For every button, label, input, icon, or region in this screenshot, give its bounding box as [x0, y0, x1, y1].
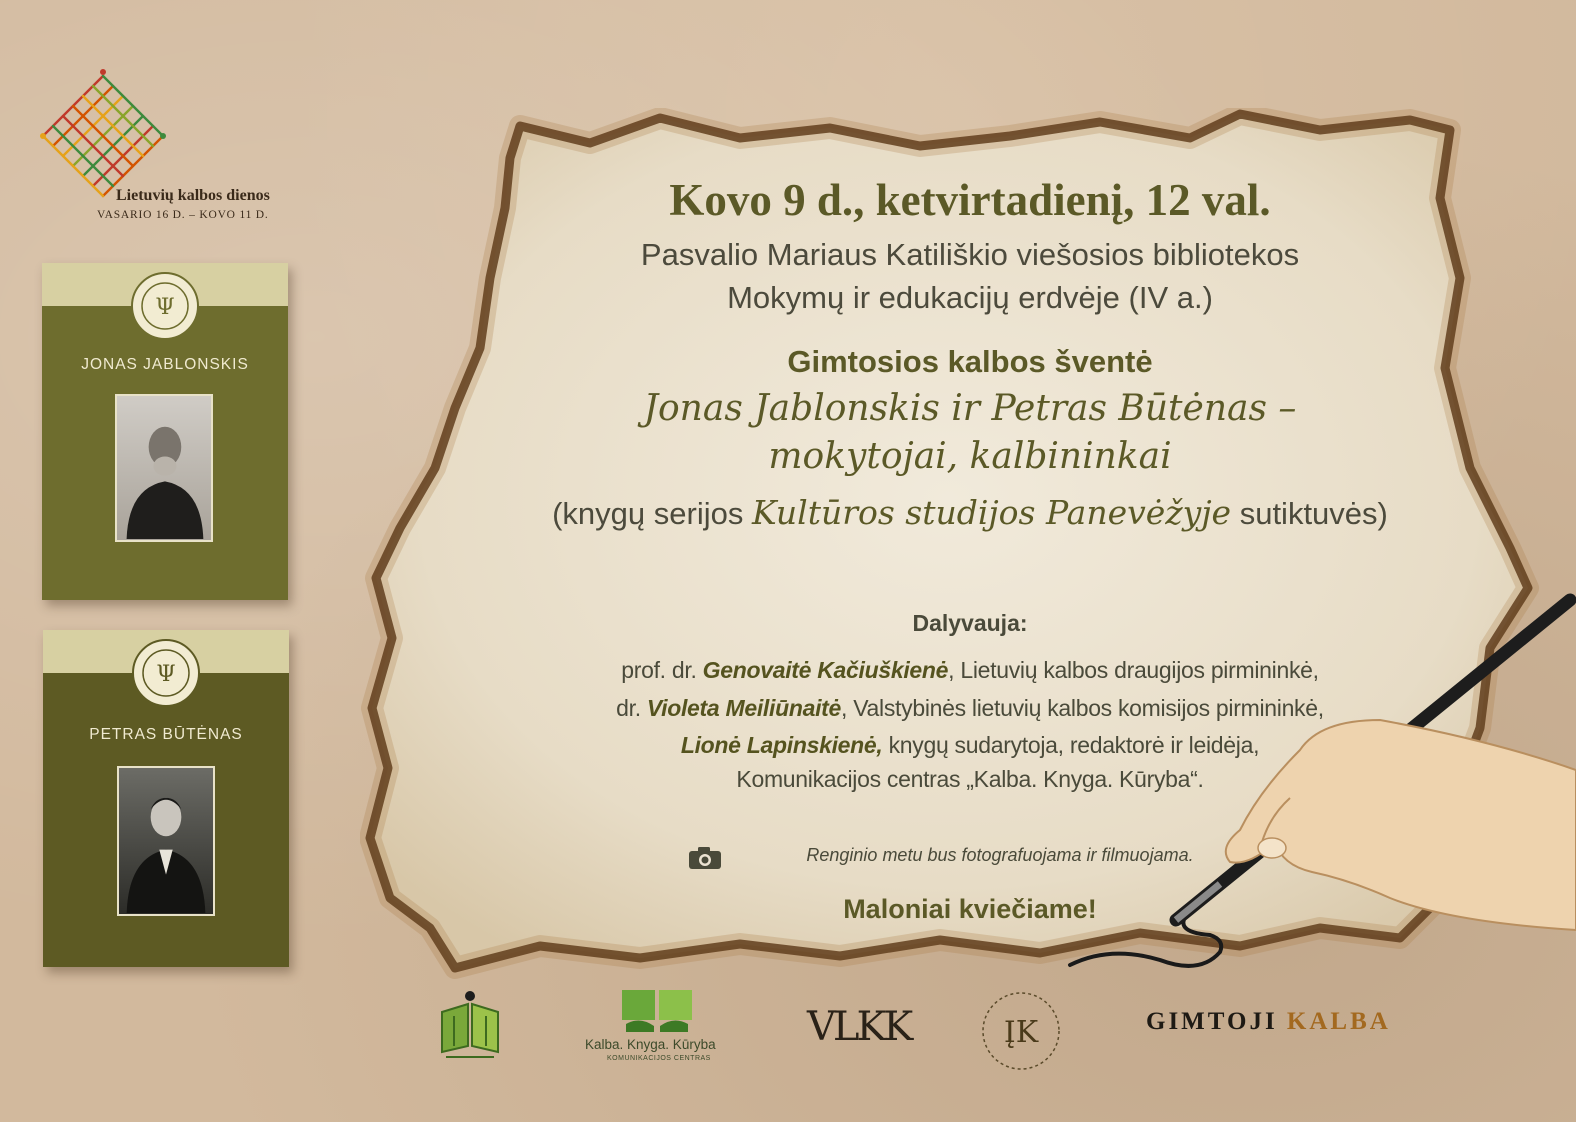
book-cover-jablonskis	[42, 263, 288, 600]
kkk-logo-icon	[622, 990, 692, 1034]
author-portrait	[115, 394, 213, 542]
participant-name: Genovaitė Kačiuškienė	[702, 657, 949, 683]
kkk-logo-name: Kalba. Knyga. Kūryba	[585, 1037, 716, 1052]
participants-heading: Dalyvauja:	[912, 610, 1028, 636]
event-festival-name: Gimtosios kalbos šventė	[787, 344, 1153, 379]
lkd-seal-icon	[980, 990, 1062, 1072]
welcome-message: Maloniai kviečiame!	[843, 894, 1097, 924]
seal-icon	[131, 638, 201, 708]
festival-title: Lietuvių kalbos dienos	[116, 187, 270, 204]
book-cover-butenas	[43, 630, 289, 967]
library-logo-icon	[438, 990, 502, 1062]
author-portrait	[117, 766, 215, 916]
event-venue-line2: Mokymų ir edukacijų erdvėje (IV a.)	[727, 280, 1213, 315]
event-venue-line1: Pasvalio Mariaus Katiliškio viešosios bibliotekos	[640, 237, 1300, 272]
participant-role: , Valstybinės lietuvių kalbos komisijos pirmininkė,	[841, 695, 1324, 721]
svg-text:ĮK: ĮK	[1003, 1015, 1039, 1050]
book-series-line	[440, 493, 1500, 532]
series-name: Kultūros studijos Panevėžyje	[751, 493, 1232, 532]
participant-role: Komunikacijos centras „Kalba. Knyga. Kūryba“.	[736, 766, 1204, 792]
event-date-time: Kovo 9 d., ketvirtadienį, 12 val.	[669, 175, 1271, 225]
gimtoji-word: GIMTOJI	[1146, 1008, 1278, 1035]
participant-role: , Lietuvių kalbos draugijos pirmininkė,	[948, 657, 1319, 683]
gimtoji-kalba-logo	[1146, 1008, 1391, 1036]
hand-with-pen-icon	[1050, 580, 1576, 1000]
participant-name: Lionė Lapinskienė,	[680, 732, 883, 758]
book-author: PETRAS BŪTĖNAS	[89, 726, 243, 743]
festival-logo-icon	[38, 66, 168, 206]
series-prefix: (knygų serijos	[552, 496, 752, 531]
series-suffix: sutiktuvės)	[1231, 496, 1388, 531]
book-author: JONAS JABLONSKIS	[81, 356, 249, 373]
svg-text:Ψ: Ψ	[156, 662, 176, 687]
kalba-word: KALBA	[1286, 1008, 1391, 1035]
participant-role: knygų sudarytoja, redaktorė ir leidėja,	[882, 732, 1260, 758]
kkk-logo-subtitle: KOMUNIKACIJOS CENTRAS	[607, 1055, 711, 1062]
svg-text:Ψ: Ψ	[155, 295, 175, 320]
participant-name: Violeta Meiliūnaitė	[646, 695, 842, 721]
photo-notice: Renginio metu bus fotografuojama ir filmuojama.	[806, 845, 1194, 865]
vlkk-logo: VLKK	[807, 1004, 911, 1050]
participant-title: prof. dr.	[621, 657, 703, 683]
participant-title: dr.	[616, 695, 647, 721]
seal-icon	[130, 271, 200, 341]
event-subtitle-line2: mokytojai, kalbininkai	[768, 436, 1172, 477]
event-subtitle-line1: Jonas Jablonskis ir Petras Būtėnas –	[643, 388, 1297, 429]
festival-dates: VASARIO 16 D. – KOVO 11 D.	[97, 209, 269, 221]
